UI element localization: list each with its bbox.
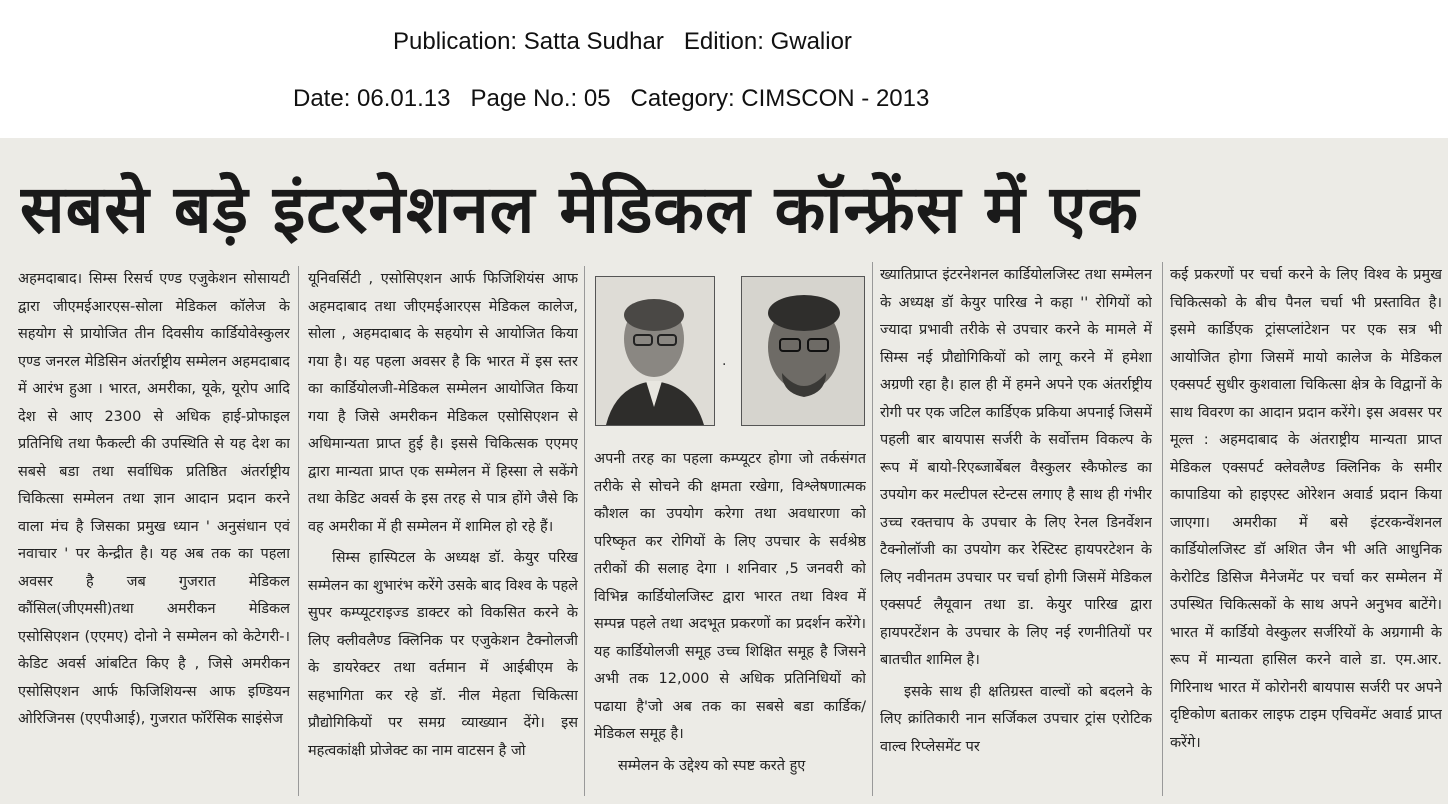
man-portrait-icon	[742, 277, 864, 425]
separator-dot: .	[722, 353, 727, 369]
article-column-3	[594, 446, 866, 804]
column-3-paragraph-2: सम्मेलन के उद्देश्य को स्पष्ट करते हुए	[618, 757, 806, 774]
column-1-paragraph-1: अहमदाबाद। सिम्स रिसर्च एण्ड एजुकेशन सोसायटी द्वारा जीएमईआरएस-सोला मेडिकल कॉलेज के सहयोग से प्रायोजित तीन दिवसीय कार्डियोवेस्कुलर एण्ड जनरल मेडिसिन अंतर्राष्ट्रीय सम्मेलन अहमदाबाद में आरंभ हुआ । भारत, अमरीका, यूके, यूरोप आदि देश से आए 2300 से अधिक हाई-प्रोफाइल प्रतिनिधि तथा फैकल्टी की उपस्थिति से यह देश का सबसे बडा तथा सर्वाधिक प्रतिष्ठित अंतर्राष्ट्रीय चिकित्सा सम्मेलन तथा ज्ञान आदान प्रदान करने वाला मंच है जिसका प्रमुख ध्यान ' अनुसंधान एवं नवाचार ' पर केन्द्रीत है। यह अब तक का पहला अवसर है जब गुजरात मेडिकल कौंसिल(जीएमसी)तथा अमरीकन मेडिकल एसोसिएशन (एएमए) दोनो ने सम्मेलन को केटेगरी-। केडिट अवर्स आंबटित किए है , जिसे अमरीकन एसोसिएशन आर्फ फिजिशियन्स आफ इण्डियन ओरिजिनस (एएपीआई), गुजरात फॉरेंसिक साइंसेज	[18, 271, 290, 727]
column-divider	[584, 266, 585, 796]
column-4-paragraph-2: इसके साथ ही क्षतिग्रस्त वाल्वों को बदलने के लिए क्रांतिकारी नान सर्जिकल उपचार ट्रांस एरोटिक वाल्व रिप्लेसमेंट पर	[880, 683, 1152, 755]
clipping-header	[0, 0, 1448, 138]
column-2-paragraph-1: यूनिवर्सिटी , एसोसिएशन आर्फ फिजिशियंस आफ अहमदाबाद तथा जीएमईआरएस मेडिकल कालेज, सोला , अहमदाबाद के सहयोग से आयोजित किया गया है। यह पहला अवसर है कि भारत में इस स्तर का कार्डियोलजी-मेडिकल सम्मेलन आयोजित किया गया है जिसे अमरीकन मेडिकल एसोसिएशन से अधिमान्यता प्राप्त हुई है। इससे चिकित्सक एएमए द्वारा मान्यता प्राप्त एक सम्मेलन में हिस्सा ले सकेंगे तथा केडिट अवर्स के इस तरह से पात्र होंगे जैसे कि वह अमरीका में ही सम्मेलन में शामिल हो रहे हैं।	[308, 271, 578, 535]
column-4-paragraph-1: ख्यातिप्राप्त इंटरनेशनल कार्डियोलजिस्ट तथा सम्मेलन के अध्यक्ष डॉ केयुर पारिख ने कहा '' रोगियों को ज्यादा प्रभावी तरीके से उपचार करने के मामले में सिम्स नई प्रौद्योगिकियों को लागू करने में हमेशा अग्रणी रहा है। हाल ही में हमने अपने एक अंतर्राष्ट्रीय रोगी पर एक जटिल कार्डिएक प्रकिया अपनाई जिसमें पहली बार बायपास सर्जरी के सर्वोत्तम विकल्प के रूप में बायो-रिएब्जार्बेबल वैस्कुलर स्कैफोल्ड का उपयोग कर मल्टीपल स्टेन्टस लगाए है साथ ही गंभीर उच्च रक्तचाप के उपचार के लिए रेनल डिनर्वेशन टैक्नोलॉजी का उपयोग कर रेस्टिस्ट हायपरटेशन के लिए नवीनतम उपचार पर चर्चा होगी जिसमें मेडिकल एक्सपर्ट लैयूवान तथा डा. केयुर पारिख द्वारा हायपरटेंशन के उपचार के लिए नई रणनीतियों पर बातचीत शामिल है।	[880, 267, 1152, 668]
column-divider	[872, 262, 873, 796]
article-headline: सबसे बड़े इंटरनेशनल मेडिकल कॉन्फ्रेंस में एक	[20, 171, 1140, 248]
newspaper-clipping	[0, 138, 1448, 804]
column-divider	[298, 266, 299, 796]
article-column-1	[18, 266, 290, 804]
portrait-photo-left	[595, 276, 715, 426]
column-divider	[1162, 262, 1163, 796]
article-column-5	[1170, 262, 1442, 802]
man-portrait-icon	[596, 277, 714, 425]
column-5-paragraph-1: कई प्रकरणों पर चर्चा करने के लिए विश्व के प्रमुख चिकित्सको के बीच पैनल चर्चा भी प्रस्तावित है। इसमे कार्डिएक ट्रांसप्लांटेशन पर एक सत्र भी आयोजित होगा जिसमें मायो कालेज के मेडिकल एक्सपर्ट सुधीर कुशवाला चिकित्सा क्षेत्र के विद्वानों के साथ विवरण का आदान प्रदान करेंगे। इस अवसर पर मूल्त : अहमदाबाद के अंतराष्ट्रीय मान्यता प्राप्त मेडिकल एक्सपर्ट क्लेवलैण्ड क्लिनिक के समीर कापाडिया को हाइएस्ट ओरेशन अवार्ड प्रदान किया जाएगा। अमरीका में बसे इंटरकन्वेंशनल कार्डियोलजिस्ट डॉ अशित जैन भी अति आधुनिक केरोटिड डिसिज मैनेजमेंट पर चर्चा कर सम्मेलन में उपस्थित चिकित्सकों के साथ अपने अनुभव बाटेंगे। भारत में कार्डियो वेस्कुलर सर्जरियों के अग्रगामी के रूप में मान्यता हासिल करने वाले डा. एम.आर. गिरिनाथ भारत में कोरोनरी बायपास सर्जरी पर अपने दृष्टिकोण बताकर लाइफ टाइम एचिवमेंट अवार्ड प्राप्त करेंगे।	[1170, 267, 1442, 751]
publication-edition-line: Publication: Satta Sudhar Edition: Gwalior	[393, 28, 852, 55]
column-2-paragraph-2: सिम्स हास्पिटल के अध्यक्ष डॉ. केयुर परिख सम्मेलन का शुभारंभ करेंगे उसके बाद विश्व के पहले सुपर कम्प्यूटराइज्ड डाक्टर को विकसित करने के लिए क्लीवलैण्ड क्लिनिक पर एजुकेशन टैक्नोलजी के डायरेक्टर तथा वर्तमान में आईबीएम के सहभागिता कर रहे डॉ. नील मेहता चिकित्सा प्रौद्योगिकियों पर समग्र व्याख्यान देंगे। इस महत्वकांक्षी प्रोजेक्ट का नाम वाटसन है जो	[308, 550, 578, 759]
date-page-category-line: Date: 06.01.13 Page No.: 05 Category: CIMSCON - 2013	[293, 85, 930, 112]
column-3-paragraph-1: अपनी तरह का पहला कम्प्यूटर होगा जो तर्कसंगत तरीके से सोचने की क्षमता रखेगा, विश्लेषणात्मक कौशल का उपयोग करेगा तथा अवधारणा को परिष्कृत कर रोगियों के लिए उपचार के सर्वश्रेष्ठ तरीकों की सलाह देगा । शनिवार ,5 जनवरी को विभिन्न कार्डियोलजिस्ट द्वारा भारत तथा विश्व में सम्पन्न पहले तथा अदभूत प्रकरणों का प्रदर्शन करेंगे। यह कार्डियोलजी समूह उच्च शिक्षित समूह है जिसने अभी तक 12,000 से अधिक प्रतिनिधियों को पढाया है'जो अब तक का सबसे बडा कार्डिक/मेडिकल समूह है।	[594, 451, 866, 742]
article-column-2	[308, 266, 578, 804]
portrait-photo-right	[741, 276, 865, 426]
article-column-4	[880, 262, 1152, 802]
